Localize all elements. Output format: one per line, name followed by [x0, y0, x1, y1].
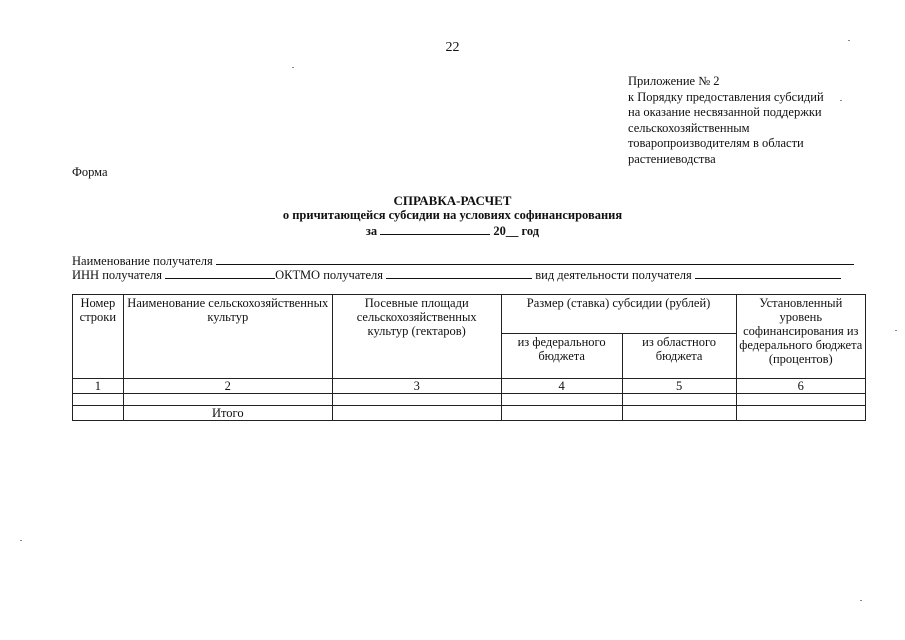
period-prefix: за	[365, 224, 378, 238]
appendix-line: к Порядку предоставления субсидий	[628, 89, 824, 104]
document-title	[0, 193, 905, 239]
title-period	[0, 223, 905, 239]
appendix-line: товаропроизводителям в области	[628, 136, 804, 151]
scan-speck	[860, 600, 862, 601]
scan-speck	[840, 100, 842, 101]
appendix-line: сельскохозяйственным	[628, 120, 750, 135]
header-cofinancing-level: Установленный уровень софинансирования из федерального бюджета (процентов)	[736, 295, 865, 379]
table-cell[interactable]	[123, 394, 332, 406]
period-suffix: год	[521, 224, 540, 238]
total-row	[73, 406, 866, 421]
header-regional-budget: из областного бюджета	[622, 334, 736, 379]
table-cell[interactable]	[622, 406, 736, 421]
appendix-line: растениеводства	[628, 151, 716, 166]
inn-label: ИНН получателя	[72, 268, 162, 282]
scan-speck	[292, 67, 294, 68]
activity-label: вид деятельности получателя	[535, 268, 692, 282]
header-crop-name: Наименование сельскохозяйственных культур	[123, 295, 332, 379]
subsidy-table	[72, 294, 866, 421]
recipient-name-field[interactable]	[216, 253, 854, 265]
total-label: Итого	[123, 406, 332, 421]
table-cell[interactable]	[736, 406, 865, 421]
column-number: 5	[622, 379, 736, 394]
appendix-line: Приложение № 2	[628, 74, 720, 88]
column-number: 2	[123, 379, 332, 394]
header-subsidy-rate: Размер (ставка) субсидии (рублей)	[501, 295, 736, 334]
recipient-name-label: Наименование получателя	[72, 254, 213, 268]
title-subtitle: о причитающейся субсидии на условиях софинансирования	[282, 208, 623, 222]
period-year: 20__	[493, 224, 519, 238]
form-label: Форма	[72, 165, 108, 179]
column-number: 3	[332, 379, 501, 394]
table-cell[interactable]	[73, 406, 124, 421]
activity-field[interactable]	[695, 267, 841, 279]
page-number: 22	[445, 40, 460, 55]
period-blank[interactable]	[380, 223, 490, 235]
inn-oktmo-row	[72, 267, 841, 283]
header-federal-budget: из федерального бюджета	[501, 334, 622, 379]
column-number: 1	[73, 379, 124, 394]
scan-speck	[848, 40, 850, 41]
column-number: 6	[736, 379, 865, 394]
table-cell[interactable]	[736, 394, 865, 406]
column-number: 4	[501, 379, 622, 394]
inn-field[interactable]	[165, 267, 275, 279]
appendix-note	[628, 74, 858, 168]
table-cell[interactable]	[332, 394, 501, 406]
table-cell[interactable]	[622, 394, 736, 406]
table-cell[interactable]	[501, 406, 622, 421]
table-cell[interactable]	[501, 394, 622, 406]
header-sown-area: Посевные площади сельскохозяйственных культур (гектаров)	[332, 295, 501, 379]
scan-speck	[895, 330, 897, 331]
table-cell[interactable]	[73, 394, 124, 406]
oktmo-field[interactable]	[386, 267, 532, 279]
column-number-row	[73, 379, 866, 394]
oktmo-label: ОКТМО получателя	[275, 268, 383, 282]
title-main: СПРАВКА-РАСЧЕТ	[393, 193, 512, 208]
scan-speck	[20, 540, 22, 541]
table-row	[73, 394, 866, 406]
header-row-number: Номер строки	[73, 295, 124, 379]
table-cell[interactable]	[332, 406, 501, 421]
appendix-line: на оказание несвязанной поддержки	[628, 105, 822, 120]
